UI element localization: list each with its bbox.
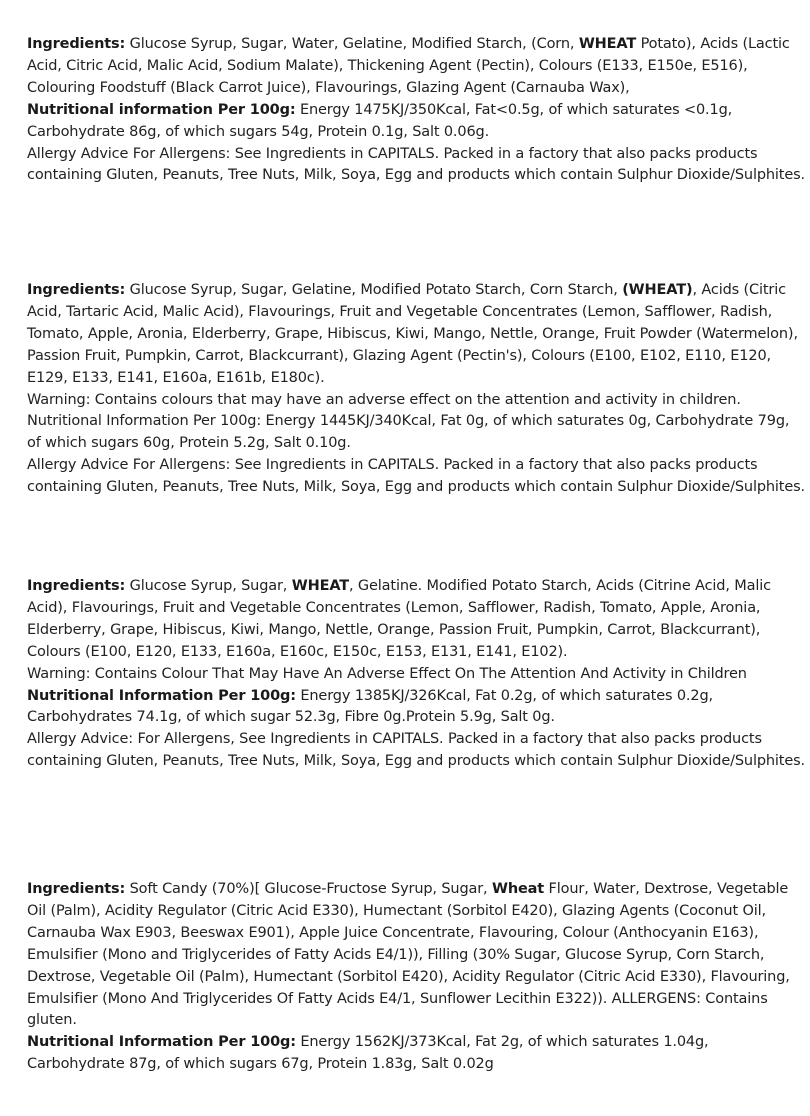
warning-text: Warning: Contains Colour That May Have An Adverse Effect On The Attention And Activity in Children: [27, 665, 747, 682]
ingredients-label: Ingredients:: [27, 881, 126, 897]
product-label-3: [27, 576, 807, 773]
nutrition-paragraph: [27, 1032, 807, 1076]
allergy-advice: Allergy Advice For Allergens: See Ingredients in CAPITALS. Packed in a factory that also packs products containing Gluten, Peanuts, Tree Nuts, Milk, Soya, Egg and products which contain Sulphur Dioxide/Sulphites.: [27, 457, 805, 496]
product-label-4: [27, 879, 807, 1076]
allergen-highlight: Wheat: [491, 881, 545, 897]
allergen-highlight: (WHEAT): [622, 282, 693, 298]
ingredients-paragraph: [27, 879, 807, 1032]
ingredients-label: Ingredients:: [27, 282, 126, 298]
ingredients-text: Glucose Syrup, Sugar, Gelatine, Modified Potato Starch, Corn Starch,: [125, 282, 623, 298]
ingredients-text-continued: , Acids (Citric Acid, Tartaric Acid, Malic Acid), Flavourings, Fruit and Vegetable Concentrates (Lemon, Safflower, Radish, Tomato, Apple, Aronia, Elderberry, Grape, Hibiscus, Kiwi, Mango, Nettle, Orange, Fruit Powder (Watermelon), Passion Fruit, Pumpkin, Carrot, Blackcurrant), Glazing Agent (Pectin's), Colours (E100, E102, E110, E120, E129, E133, E141, E160a, E161b, E180c).: [27, 282, 798, 386]
ingredients-label: Ingredients:: [27, 36, 126, 52]
ingredients-text: Soft Candy (70%)[ Glucose-Fructose Syrup, Sugar,: [125, 881, 492, 897]
nutrition-paragraph: [27, 100, 807, 144]
warning-text: Warning: Contains colours that may have an adverse effect on the attention and activity in children.: [27, 391, 741, 408]
product-label-1: [27, 34, 807, 187]
ingredients-label: Ingredients:: [27, 578, 126, 594]
ingredients-text: Glucose Syrup, Sugar, Water, Gelatine, Modified Starch, (Corn,: [125, 36, 579, 52]
nutrition-paragraph: [27, 686, 807, 730]
nutrition-label: Nutritional Information Per 100g:: [27, 687, 296, 704]
nutrition-label: Nutritional Information Per 100g:: [27, 1034, 296, 1051]
allergen-highlight: WHEAT: [291, 578, 350, 594]
nutrition-text: Energy 1475KJ/350Kcal, Fat<0.5g, of which saturates <0.1g, Carbohydrate 86g, of which sugars 54g, Protein 0.1g, Salt 0.06g.: [27, 101, 733, 140]
allergen-highlight: WHEAT: [578, 36, 637, 52]
ingredients-paragraph: [27, 280, 807, 390]
ingredients-paragraph: [27, 34, 807, 100]
ingredients-text-continued: , Gelatine. Modified Potato Starch, Acids (Citrine Acid, Malic Acid), Flavourings, Fruit and Vegetable Concentrates (Lemon, Safflower, Radish, Tomato, Apple, Aronia, Elderberry, Grape, Hibiscus, Kiwi, Mango, Nettle, Orange, Passion Fruit, Pumpkin, Carrot, Blackcurrant), Colours (E100, E120, E133, E160a, E160c, E150c, E153, E131, E141, E102).: [27, 578, 771, 660]
ingredients-paragraph: [27, 576, 807, 664]
allergy-advice: Allergy Advice For Allergens: See Ingredients in CAPITALS. Packed in a factory that also packs products containing Gluten, Peanuts, Tree Nuts, Milk, Soya, Egg and products which contain Sulphur Dioxide/Sulphites.: [27, 145, 805, 184]
ingredients-text: Glucose Syrup, Sugar,: [125, 578, 292, 594]
allergy-advice: Allergy Advice: For Allergens, See Ingredients in CAPITALS. Packed in a factory that also packs products containing Gluten, Peanuts, Tree Nuts, Milk, Soya, Egg and products which contain Sulphur Dioxide/Sulphites.: [27, 731, 805, 770]
product-label-2: [27, 280, 807, 499]
nutrition-label: Nutritional information Per 100g:: [27, 101, 296, 118]
nutrition-text: Energy 1385KJ/326Kcal, Fat 0.2g, of which saturates 0.2g, Carbohydrates 74.1g, of which sugar 52.3g, Fibre 0g.Protein 5.9g, Salt 0g.: [27, 687, 713, 726]
ingredients-text-continued: Flour, Water, Dextrose, Vegetable Oil (Palm), Acidity Regulator (Citric Acid E330), Humectant (Sorbitol E420), Glazing Agents (Coconut Oil, Carnauba Wax E903, Beeswax E901), Apple Juice Concentrate, Flavouring, Colour (Anthocyanin E163), Emulsifier (Mono and Triglycerides of Fatty Acids E4/1)), Filling (30% Sugar, Glucose Syrup, Corn Starch, Dextrose, Vegetable Oil (Palm), Humectant (Sorbitol E420), Acidity Regulator (Citric Acid E330), Flavouring, Emulsifier (Mono And Triglycerides Of Fatty Acids E4/1, Sunflower Lecithin E322)). ALLERGENS: Contains gluten.: [27, 881, 790, 1029]
ingredients-text-continued: Potato), Acids (Lactic Acid, Citric Acid, Malic Acid, Sodium Malate), Thickening Agent (Pectin), Colours (E133, E150e, E516), Colouring Foodstuff (Black Carrot Juice), Flavourings, Glazing Agent (Carnauba Wax),: [27, 36, 790, 96]
nutrition-paragraph: Nutritional Information Per 100g: Energy 1445KJ/340Kcal, Fat 0g, of which saturates 0g, Carbohydrate 79g, of which sugars 60g, Protein 5.2g, Salt 0.10g.: [27, 413, 790, 452]
nutrition-text: Energy 1562KJ/373Kcal, Fat 2g, of which saturates 1.04g, Carbohydrate 87g, of which sugars 67g, Protein 1.83g, Salt 0.02g: [27, 1034, 709, 1073]
